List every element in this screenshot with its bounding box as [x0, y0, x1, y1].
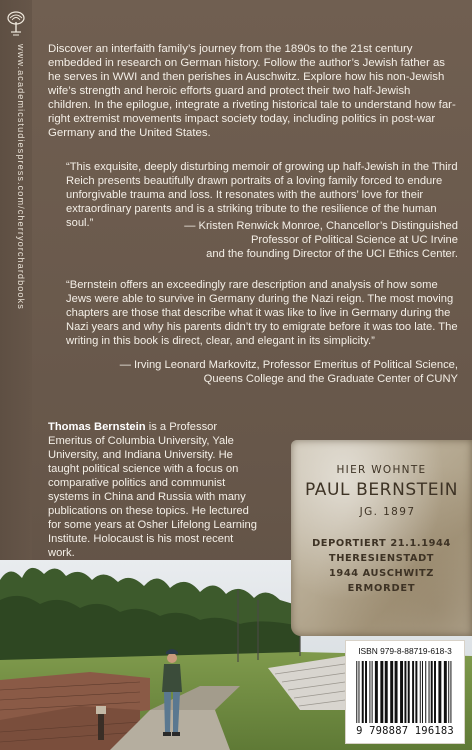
memorial-plaque	[291, 440, 472, 636]
review-attribution-1	[78, 219, 458, 261]
review-attribution-2	[78, 358, 458, 386]
publisher-url: www.academicstudiespress.com/cherryorchardbooks	[16, 44, 26, 310]
book-description: Discover an interfaith family’s journey from the 1890s to the 21st century embedded in research on German history. Follow the author’s Jewish father as he serves in WWI and then perishes in Auschwitz. Explore how his non-Jewish wife’s strength and heroic efforts guard and protect their two half-Jewish children. In the epilogue, integrate a riveting historical tale to understand how far-right extremist movements impact society today, including politics in post-war Germany and the United States.	[48, 43, 456, 139]
barcode-bar	[420, 661, 421, 723]
spine-strip	[0, 0, 32, 560]
barcode-bar	[356, 661, 357, 723]
barcode-bar	[362, 661, 364, 723]
review-quote-1: “This exquisite, deeply disturbing memoir of growing up half-Jewish in the Third Reich presents beautifully drawn portraits of a loving family forced to endure unforgivable trauma and loss. It resonates with the authors’ love for their extraordinary parents and is a striking tribute to the resilience of the human soul.”	[66, 161, 458, 229]
barcode-bars	[353, 661, 457, 723]
plaque-line: HIER WOHNTE	[336, 464, 427, 476]
plaque-line: DEPORTIERT 21.1.1944	[312, 538, 451, 549]
author-bio-text: is a Professor Emeritus of Columbia University, Yale University, and Indiana University. He taught political science with a focus on comparative politics and communist systems in China and Russia with many publications on these topics. He lectured for some years at Osher Lifelong Learning Institute. Holocaust is his most recent work.	[48, 421, 257, 559]
barcode-digits: 9 798887 196183	[356, 725, 454, 737]
barcode-bar	[412, 661, 414, 723]
isbn-barcode	[345, 640, 465, 744]
barcode-bar	[404, 661, 406, 723]
barcode-bar	[400, 661, 403, 723]
barcode-bar	[448, 661, 449, 723]
author-bio	[48, 420, 263, 560]
isbn-label: ISBN 979-8-88719-618-3	[358, 646, 452, 656]
plaque-line: JG. 1897	[359, 506, 416, 518]
barcode-bar	[390, 661, 393, 723]
barcode-bar	[385, 661, 388, 723]
barcode-bar	[425, 661, 426, 723]
plaque-line: ERMORDET	[347, 583, 416, 594]
barcode-bar	[358, 661, 359, 723]
tree-icon	[6, 10, 26, 38]
barcode-bar	[422, 661, 423, 723]
barcode-bar	[365, 661, 367, 723]
barcode-bar	[372, 661, 373, 723]
barcode-bar	[408, 661, 410, 723]
attribution-line: — Kristen Renwick Monroe, Chancellor’s Distinguished	[184, 220, 458, 232]
barcode-bar	[415, 661, 417, 723]
barcode-bar	[375, 661, 378, 723]
attribution-line: — Irving Leonard Markovitz, Professor Emeritus of Political Science,	[119, 359, 458, 371]
barcode-bar	[429, 661, 430, 723]
plaque-line: 1944 AUSCHWITZ	[329, 568, 434, 579]
barcode-bar	[431, 661, 433, 723]
barcode-bar	[434, 661, 436, 723]
plaque-name: PAUL BERNSTEIN	[304, 480, 459, 500]
attribution-line: and the founding Director of the UCI Ethics Center.	[206, 248, 458, 260]
attribution-line: Professor of Political Science at UC Irvine	[250, 234, 458, 246]
barcode-bar	[450, 661, 451, 723]
barcode-bar	[369, 661, 370, 723]
barcode-bar	[395, 661, 398, 723]
plaque-line: THERESIENSTADT	[328, 553, 435, 564]
review-quote-2: “Bernstein offers an exceedingly rare description and analysis of how some Jews were able to survive in Germany during the Nazi reign. The most moving chapters are those that describe what it was like to live in Germany during the Nazi years and why his parents didn’t try to emigrate before it was too late. The writing in this book is direct, clear, and elegant in its simplicity.”	[66, 279, 458, 347]
barcode-bar	[444, 661, 447, 723]
barcode-bar	[380, 661, 383, 723]
author-name: Thomas Bernstein	[48, 421, 146, 433]
barcode-bar	[438, 661, 441, 723]
attribution-line: Queens College and the Graduate Center of CUNY	[203, 373, 458, 385]
